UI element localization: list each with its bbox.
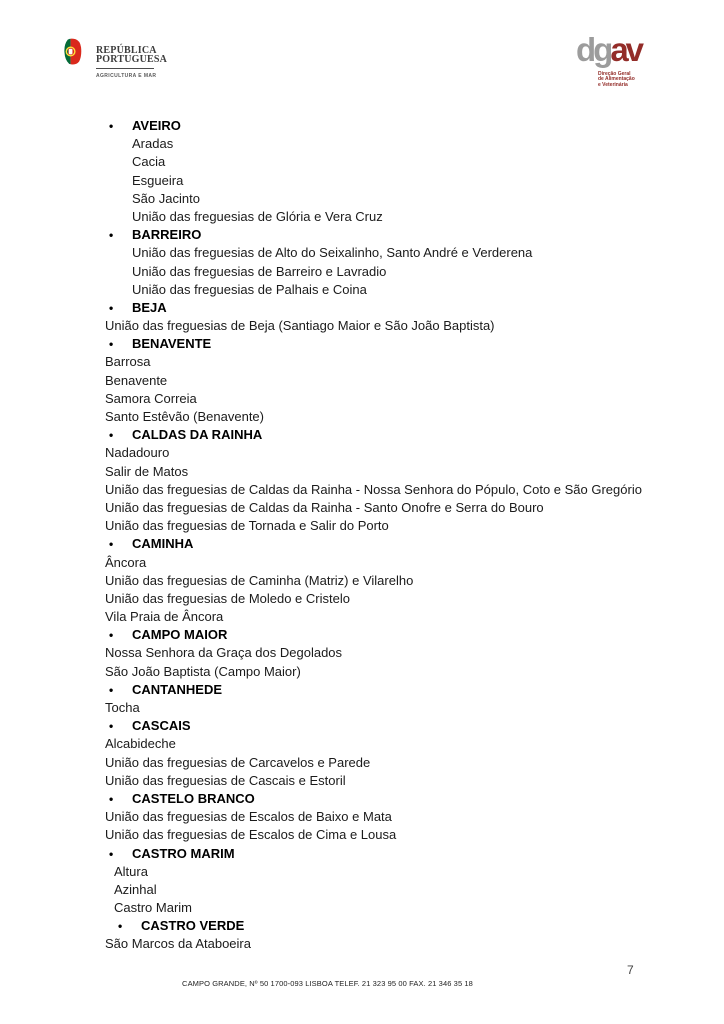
freguesia-item: União das freguesias de Caldas da Rainha - Santo Onofre e Serra do Bouro — [105, 499, 544, 515]
bullet-icon: • — [109, 300, 114, 315]
freguesia-item: São João Baptista (Campo Maior) — [105, 663, 301, 679]
freguesia-item: Santo Estêvão (Benavente) — [105, 409, 264, 424]
bullet-icon: • — [109, 628, 114, 643]
dgav-subtitle — [598, 72, 635, 88]
freguesia-item: Alcabideche — [105, 736, 176, 752]
dgav-subtitle-line2: de Alimentação — [598, 76, 635, 83]
freguesia-item: União das freguesias de Escalos de Baixo e Mata — [105, 809, 392, 825]
dgav-subtitle-line1: Direção Geral — [598, 71, 631, 77]
page-number: 7 — [627, 963, 634, 977]
portugal-flag-emblem-icon — [63, 38, 82, 66]
freguesia-item: União das freguesias de Caminha (Matriz) e Vilarelho — [105, 572, 414, 588]
rp-divider — [96, 68, 154, 69]
municipality-header — [105, 335, 705, 353]
dgav-wordmark — [576, 30, 686, 70]
bullet-icon: • — [109, 537, 114, 552]
freguesia-item: Aradas — [132, 136, 174, 152]
freguesia-item: União das freguesias de Moledo e Cristelo — [105, 590, 350, 606]
municipality-name: CASTRO VERDE — [141, 918, 245, 934]
rp-title-line2: PORTUGUESA — [96, 54, 168, 66]
freguesia-item: Nossa Senhora da Graça dos Degolados — [105, 645, 343, 661]
freguesia-item: Castro Marim — [114, 900, 193, 916]
municipality-header — [105, 299, 705, 317]
freguesia-item: Barrosa — [105, 354, 151, 370]
bullet-icon: • — [109, 846, 114, 861]
bullet-icon: • — [109, 682, 114, 697]
municipality-name: BENAVENTE — [132, 336, 212, 352]
municipality-header — [105, 117, 705, 135]
republica-portuguesa-text — [96, 46, 226, 79]
freguesia-item: Vila Praia de Âncora — [105, 609, 224, 625]
dgav-subtitle-line3: e Veterinária — [598, 81, 628, 88]
freguesia-item: União das freguesias de Caldas da Rainha - Nossa Senhora do Pópulo, Coto e São Gregório — [105, 481, 642, 497]
freguesia-item: União das freguesias de Carcavelos e Parede — [105, 754, 371, 770]
municipality-header — [105, 681, 705, 699]
municipality-name: CALDAS DA RAINHA — [132, 427, 263, 443]
freguesia-item: Altura — [114, 863, 148, 879]
municipality-name: BEJA — [132, 299, 167, 315]
municipality-header — [105, 226, 705, 244]
dgav-word-gray: dg — [576, 31, 611, 68]
bullet-icon: • — [118, 919, 123, 934]
municipality-header — [105, 845, 705, 863]
freguesia-item: Benavente — [105, 372, 168, 388]
municipality-name: CASTRO MARIM — [132, 845, 235, 861]
municipality-name: CAMPO MAIOR — [132, 627, 228, 643]
bullet-icon: • — [109, 337, 114, 352]
municipality-name: CAMINHA — [132, 536, 194, 552]
municipality-name: CASCAIS — [132, 718, 191, 734]
municipality-header — [105, 535, 705, 553]
freguesia-item: São Jacinto — [132, 190, 200, 206]
municipality-name: CASTELO BRANCO — [132, 790, 255, 806]
municipality-header — [105, 626, 705, 644]
dgav-logo — [576, 30, 686, 88]
freguesia-item: União das freguesias de Escalos de Cima e Lousa — [105, 827, 397, 843]
freguesia-item: União das freguesias de Cascais e Estoril — [105, 772, 346, 788]
freguesia-item: União das freguesias de Tornada e Salir do Porto — [105, 518, 389, 534]
freguesia-item: São Marcos da Ataboeira — [105, 936, 251, 952]
municipality-header — [105, 917, 705, 935]
bullet-icon: • — [109, 119, 114, 133]
bullet-icon: • — [109, 228, 114, 243]
municipality-header — [105, 426, 705, 444]
bullet-icon: • — [109, 791, 114, 806]
freguesia-item: Âncora — [105, 554, 147, 570]
freguesia-item: Samora Correia — [105, 390, 197, 406]
footer-address: CAMPO GRANDE, Nº 50 1700-093 LISBOA TELEF. 21 323 95 00 FAX. 21 346 35 18 — [182, 979, 473, 988]
freguesia-item: União das freguesias de Barreiro e Lavradio — [132, 263, 387, 279]
bullet-icon: • — [109, 719, 114, 734]
freguesia-item: Esgueira — [132, 172, 184, 188]
freguesia-item: Nadadouro — [105, 445, 170, 461]
freguesia-item: Cacia — [132, 154, 166, 170]
municipality-list — [105, 117, 705, 954]
freguesia-item: União das freguesias de Beja (Santiago Maior e São João Baptista) — [105, 318, 495, 334]
dgav-word-red: av — [610, 31, 642, 68]
freguesia-item: Tocha — [105, 700, 140, 715]
municipality-header — [105, 717, 705, 735]
freguesia-item: Azinhal — [114, 881, 157, 897]
municipality-name: AVEIRO — [132, 118, 181, 133]
rp-subtitle: AGRICULTURA E MAR — [96, 73, 157, 80]
municipality-header — [105, 790, 705, 808]
freguesia-item: União das freguesias de Alto do Seixalinho, Santo André e Verderena — [132, 245, 533, 261]
bullet-icon: • — [109, 428, 114, 443]
freguesia-item: União das freguesias de Palhais e Coina — [132, 281, 367, 297]
municipality-name: BARREIRO — [132, 227, 202, 243]
freguesia-item: Salir de Matos — [105, 463, 189, 479]
municipality-name: CANTANHEDE — [132, 681, 223, 697]
freguesia-item: União das freguesias de Glória e Vera Cruz — [132, 208, 383, 224]
rp-title-line1: REPÚBLICA — [96, 45, 157, 56]
